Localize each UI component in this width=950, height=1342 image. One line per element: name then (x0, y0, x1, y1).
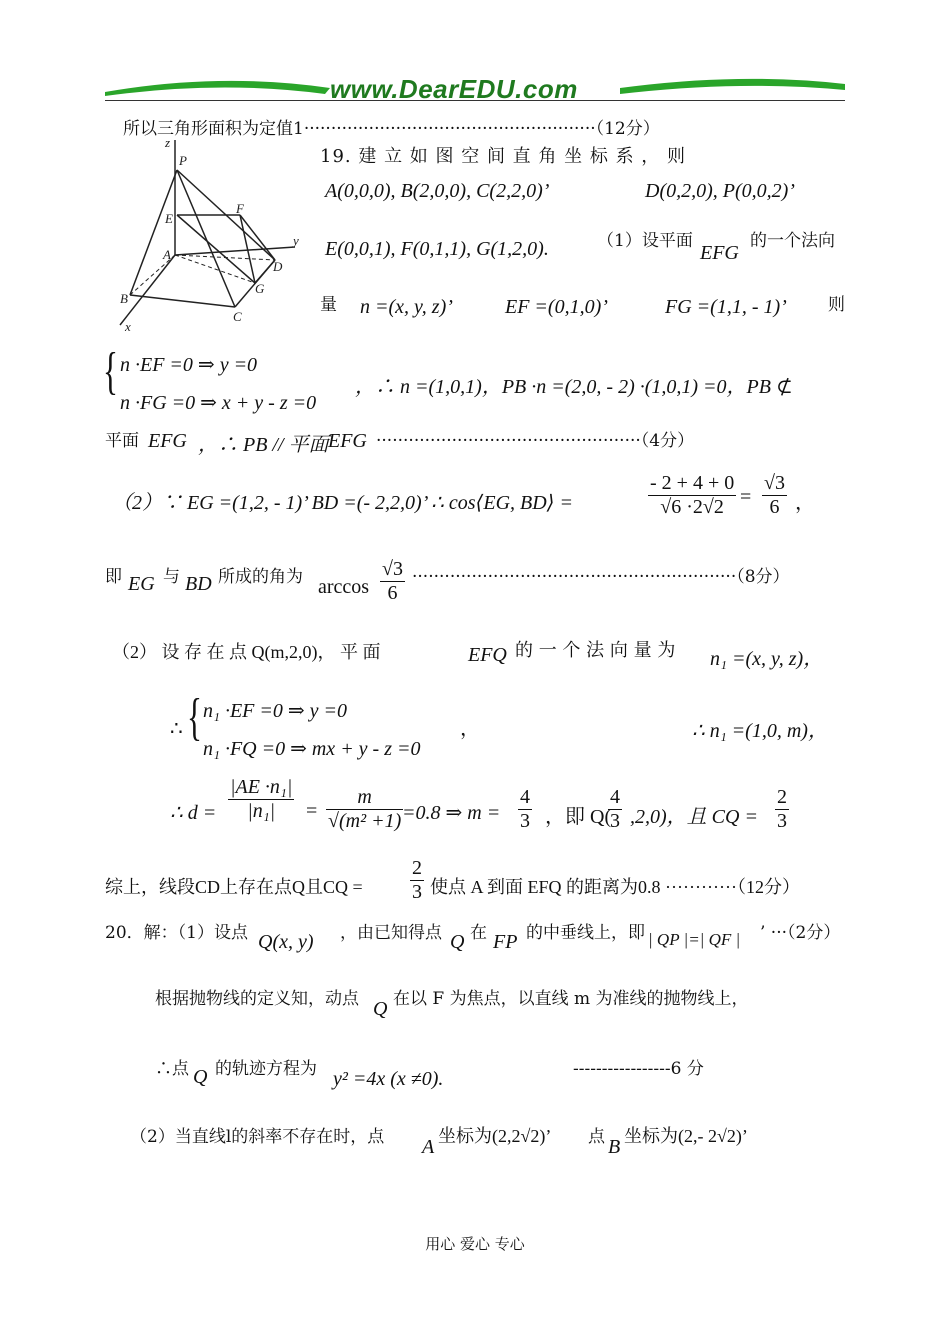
q-label-2: Q (373, 998, 388, 1020)
therefore-1: ∴ (170, 718, 183, 740)
q-x-den: 3 (610, 810, 620, 832)
normal-text-2: 的 一 个 法 向 量 为 (515, 640, 676, 661)
pb-parallel: ，∴ PB // 平面 (198, 434, 329, 456)
arccos-num: √3 (382, 558, 403, 580)
arccos-den: 6 (387, 582, 398, 604)
system2-eq1: n₁ ·EF =0 ⇒ y =0 (203, 700, 348, 722)
score-6: -----------------6 分 (573, 1059, 704, 1079)
score-2: ’ ···（2分） (760, 923, 841, 943)
b-label: B (608, 1136, 621, 1158)
parabola-def: 根据抛物线的定义知，动点 (155, 989, 359, 1009)
b-coord: 坐标为(2,- 2√2)’ (624, 1126, 748, 1146)
qp-qf: | QP |=| QF | (648, 930, 741, 949)
p19-coords-2: D(0,2,0), P(0,0,2)’ (645, 180, 795, 202)
label-A: A (163, 247, 171, 262)
m-frac (326, 786, 403, 833)
locus-eq: y² =4x (x ≠0). (333, 1068, 444, 1090)
plane-efg: EFG (700, 242, 739, 264)
namely: 即 (105, 567, 122, 587)
a-coord: 坐标为(2,2√2)’ (438, 1126, 552, 1146)
q-x-frac (608, 786, 622, 833)
on-text: 在 (470, 923, 487, 943)
point-q: ，即 Q( (545, 806, 612, 828)
system2-eq2: n₁ ·FQ =0 ⇒ mx + y - z =0 (203, 738, 421, 760)
score-4: ·················································（4分） (376, 431, 695, 451)
vec-fg: FG =(1,1, - 1)’ (665, 296, 787, 318)
m-result: =0.8 ⇒ m = (402, 802, 501, 824)
label-B: B (120, 291, 128, 306)
p19-normal-text: 的一个法向 (750, 231, 835, 251)
distance-den: |n₁| (247, 800, 276, 822)
label-z: z (165, 135, 171, 150)
plane-efg-2: EFG (148, 430, 187, 452)
known-text: ，由已知得点 (340, 923, 442, 943)
summary-1: 综上，线段CD上存在点Q且CQ = (105, 877, 363, 897)
cq-den: 3 (777, 810, 787, 832)
eq-sign-2: = (306, 800, 318, 822)
label-G: G (255, 281, 265, 296)
distance-num: |AE ·n₁| (230, 776, 293, 798)
label-E: E (165, 211, 173, 226)
plane-efq: EFQ (468, 644, 507, 666)
p19-part1-label: （1）设平面 (597, 231, 693, 251)
point-q-xy: Q(x, y) (258, 931, 314, 953)
m-value-den: 3 (520, 810, 530, 832)
line-area-conclusion: 所以三角形面积为定值1······················································（12分） (123, 119, 660, 139)
bd-label: BD (185, 573, 212, 595)
eg-label: EG (128, 573, 155, 595)
footer-motto: 用心 爱心 专心 (425, 1235, 525, 1253)
eq-sign: = (740, 486, 752, 508)
site-logo: www.DearEDU.com (330, 74, 578, 104)
vec-ef: EF =(0,1,0)’ (505, 296, 608, 318)
system1-eq2: n ·FG =0 ⇒ x + y - z =0 (120, 392, 317, 414)
summary-den: 3 (412, 881, 422, 903)
a-label: A (422, 1136, 435, 1158)
locus-text-2: 的轨迹方程为 (215, 1059, 317, 1079)
distance-d: ∴ d = (170, 802, 217, 824)
label-x: x (125, 319, 131, 334)
summary-num: 2 (412, 857, 422, 879)
comma: ， (795, 492, 815, 514)
fp-label: FP (493, 931, 518, 953)
word-vector: 量 (320, 295, 337, 315)
header-rule (105, 100, 845, 101)
label-C: C (233, 309, 242, 324)
cos-value-den: 6 (769, 496, 780, 518)
comma-2: ， (460, 718, 480, 740)
q-x-num: 4 (610, 786, 620, 808)
p19-coords-3: E(0,0,1), F(0,1,1), G(1,2,0). (325, 238, 549, 260)
q-label: Q (450, 931, 465, 953)
m-frac-den: √(m² +1) (328, 810, 402, 832)
parabola-def-2: 在以 F 为焦点，以直线 m 为准线的抛物线上， (393, 989, 749, 1009)
cos-frac-num: - 2 + 4 + 0 (650, 472, 735, 494)
cos-value (762, 472, 787, 519)
brace-2: { (186, 689, 202, 746)
cq-text: ,2,0)，且 CQ = (630, 806, 758, 828)
cos-frac (648, 472, 736, 519)
point-word: 点 (588, 1127, 605, 1147)
cq-frac (775, 786, 789, 833)
bisector-text: 的中垂线上，即 (526, 923, 645, 943)
m-value-frac (518, 786, 532, 833)
arccos-frac (380, 558, 405, 605)
label-F: F (236, 201, 244, 216)
n1-result: ∴ n₁ =(1,0, m)， (692, 720, 828, 742)
locus-text: ∴点 (155, 1059, 189, 1079)
m-value-num: 4 (520, 786, 530, 808)
normal-result: ，∴ n =(1,0,1)，PB ·n =(2,0, - 2) ·(1,0,1) =0，PB ⊄ (355, 376, 793, 398)
cos-frac-den: √6 ·2√2 (660, 496, 724, 518)
cos-value-num: √3 (764, 472, 785, 494)
cos-calc: （2）∵ EG =(1,2, - 1)’ BD =(- 2,2,0)’ ∴ cos⟨EG, BD⟩ = (112, 492, 573, 514)
and: 与 (163, 567, 180, 587)
plane-efg-3: EFG (328, 430, 367, 452)
score-8: ····························································（8分） (412, 567, 790, 587)
summary-2: 使点 A 到面 EFQ 的距离为0.8 ············（12分） (430, 877, 800, 897)
m-frac-num: m (326, 786, 403, 810)
pyramid-figure (105, 135, 305, 335)
system1-eq1: n ·EF =0 ⇒ y =0 (120, 354, 258, 376)
cq-num: 2 (777, 786, 787, 808)
summary-frac (410, 857, 424, 904)
word-then: 则 (828, 295, 845, 315)
label-y: y (293, 233, 299, 248)
part2-exist: （2） 设 存 在 点 Q(m,2,0)， 平 面 (112, 642, 381, 662)
slope-case: （2）当直线l的斜率不存在时，点 (130, 1127, 385, 1147)
vec-n: n =(x, y, z)’ (360, 296, 453, 318)
brace-1: { (102, 343, 118, 400)
p19-intro: 19. 建 立 如 图 空 间 直 角 坐 标 系 ， 则 (320, 146, 687, 167)
q-label-3: Q (193, 1066, 208, 1088)
p19-coords-1: A(0,0,0), B(2,0,0), C(2,2,0)’ (325, 180, 550, 202)
label-P: P (179, 153, 187, 168)
distance-frac (228, 776, 294, 823)
plane-word: 平面 (105, 431, 139, 451)
p20-intro: 20．解：（1）设点 (105, 923, 248, 943)
arccos: arccos (318, 576, 370, 598)
label-D: D (273, 259, 283, 274)
angle-text: 所成的角为 (218, 567, 303, 587)
vec-n1: n₁ =(x, y, z)， (710, 648, 824, 670)
